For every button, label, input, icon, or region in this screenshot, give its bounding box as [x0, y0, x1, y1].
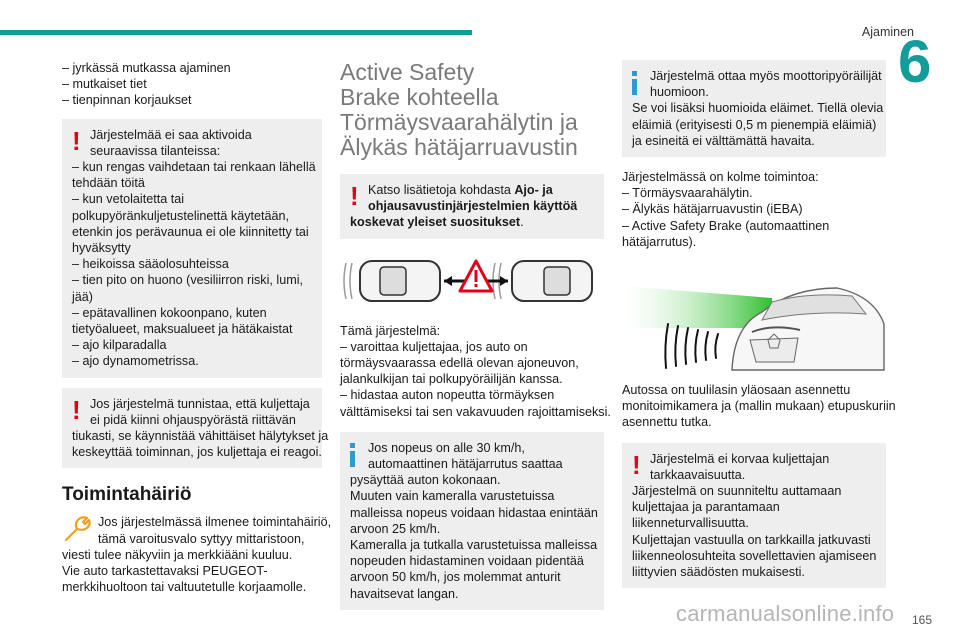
paragraph-line: Vie auto tarkastettavaksi PEUGEOT-: [62, 564, 268, 579]
warning-text: tarkkaavaisuutta.: [650, 467, 746, 482]
warning-text: Jos järjestelmä tunnistaa, että kuljettaja: [90, 396, 310, 411]
cross-reference: ohjausavustinjärjestelmien käyttöä: [368, 199, 578, 214]
page-title: [340, 60, 604, 160]
warning-icon: !: [632, 449, 641, 480]
warning-text: – epätavallinen kokoonpano, kuten: [72, 305, 267, 320]
warning-text: – tien pito on huono (vesiliirron riski, lumi,: [72, 273, 303, 288]
info-icon: [632, 71, 638, 95]
info-text: Jos nopeus on alle 30 km/h,: [368, 440, 525, 455]
camera-paragraph: [622, 382, 896, 431]
paragraph-line: tämä varoitusvalo syttyy mittaristoon,: [98, 531, 305, 546]
cross-reference: Ajo- ja: [514, 183, 553, 197]
list-item: – jyrkässä mutkassa ajaminen: [62, 61, 231, 75]
page-number: 165: [911, 613, 932, 627]
title-line: Brake kohteella: [340, 84, 499, 110]
info-text: ja esineitä ei välttämättä havaita.: [632, 133, 815, 148]
fault-paragraph: [62, 514, 332, 595]
paragraph-line: törmäysvaarassa edellä olevan ajoneuvon,: [340, 356, 579, 371]
info-icon: [350, 443, 356, 467]
warning-text: ei pidä kiinni ohjauspyörästä riittävän: [90, 412, 296, 427]
warning-text: kuljettajaa ja parantamaan: [632, 500, 780, 515]
warning-text: liikenneturvallisuutta.: [632, 516, 749, 531]
warning-text: liittyvien säädösten mukaisesti.: [632, 565, 805, 580]
column-middle: [340, 59, 611, 610]
info-box: [622, 60, 886, 157]
paragraph-line: merkkihuoltoon tai valtuutetulle korjaamolle.: [62, 580, 307, 595]
paragraph-line: asennettu tutka.: [622, 415, 712, 430]
warning-text: – heikoissa sääolosuhteissa: [72, 257, 229, 272]
warning-text: tiukasti, se käynnistää vähittäiset hälytykset ja: [72, 429, 329, 444]
warning-icon: !: [72, 125, 81, 156]
warning-box: [62, 388, 329, 469]
paragraph-line: monitoimikamera ja (mallin mukaan) etupuskuriin: [622, 399, 896, 414]
list-conditions: [62, 60, 322, 109]
paragraph-line: Autossa on tuulilasin yläosaan asennettu: [622, 383, 851, 398]
paragraph-line: – hidastaa auton nopeutta törmäyksen: [340, 388, 555, 403]
info-text: Kameralla ja tutkalla varustetuissa malleissa: [350, 538, 598, 553]
top-accent-bar: [0, 30, 472, 35]
section-title: Ajaminen: [861, 25, 914, 39]
info-text: huomioon.: [650, 85, 709, 100]
info-text: arvoon 50 km/h, jos molemmat anturit: [350, 570, 561, 585]
warning-text: Järjestelmä ei korvaa kuljettajan: [650, 451, 830, 466]
title-line: Älykäs hätäjarruavustin: [340, 134, 578, 160]
info-text: pysäyttää auton kokonaan.: [350, 473, 501, 488]
warning-text: polkupyöränkuljetustelinettä käytetään,: [72, 208, 290, 223]
warning-text: Katso lisätietoja kohdasta: [368, 183, 515, 197]
info-text: Järjestelmä ottaa myös moottoripyöräilijät: [650, 69, 882, 83]
list-item: – tienpinnan korjaukset: [62, 93, 192, 108]
wrench-icon: [62, 514, 92, 544]
warning-text: seuraavissa tilanteissa:: [90, 143, 221, 158]
info-text: Muuten vain kameralla varustetuissa: [350, 489, 555, 504]
cross-reference: koskevat yleiset suositukset: [350, 215, 521, 230]
column-right: [622, 60, 896, 588]
info-text: eläimiä (erityisesti 0,5 m pienempiä eläimiä): [632, 117, 877, 132]
warning-text: keskeyttää toiminnan, jos kuljettaja ei reagoi.: [72, 445, 322, 460]
warning-text: – kun vetolaitetta tai: [72, 192, 185, 207]
warning-box: [62, 119, 322, 378]
list-item: – Törmäysvaarahälytin.: [622, 186, 753, 201]
info-text: nopeuden hidastaminen voidaan pidentää: [350, 554, 584, 569]
warning-text: hyväksytty: [72, 241, 131, 256]
collision-warning-illustration: [340, 251, 604, 311]
warning-text: jää): [72, 289, 93, 304]
info-box: [340, 432, 604, 610]
warning-text: Järjestelmä on suunniteltu auttamaan: [632, 484, 842, 499]
list-item: – mutkaiset tiet: [62, 77, 147, 92]
watermark: carmanualsonline.info: [676, 601, 895, 626]
warning-text: liikenneolosuhteita sovellettavien ajamiseen: [632, 548, 877, 563]
warning-icon: !: [72, 394, 81, 425]
car-front-sensor-diagram: [622, 266, 886, 374]
warning-text: Kuljettajan vastuulla on tarkkailla jatkuvasti: [632, 532, 871, 547]
functions-list: [622, 169, 886, 250]
paragraph-line: – varoittaa kuljettajaa, jos auto on: [340, 339, 528, 354]
info-text: malleissa nopeus voidaan hidastaa enintään: [350, 505, 598, 520]
info-text: havaitsevat langan.: [350, 586, 459, 601]
list-item: – Älykäs hätäjarruavustin (iEBA): [622, 202, 803, 217]
paragraph-line: Tämä järjestelmä:: [340, 323, 441, 338]
title-line: Törmäysvaarahälytin ja: [340, 109, 578, 135]
warning-box: [340, 174, 604, 239]
title-line: Active Safety: [340, 59, 475, 85]
car-sensor-illustration: [622, 266, 886, 374]
list-item: Järjestelmässä on kolme toimintoa:: [622, 170, 819, 185]
warning-text: – ajo kilparadalla: [72, 338, 167, 353]
warning-text: – ajo dynamometrissa.: [72, 354, 199, 369]
paragraph-line: jalankulkijan tai polkupyöräilijän kanssa.: [340, 372, 563, 387]
info-text: Se voi lisäksi huomioida eläimet. Tiellä olevia: [632, 101, 884, 116]
paragraph-line: välttämiseksi tai sen vakavuuden rajoittamiseksi.: [340, 404, 611, 419]
list-item: – Active Safety Brake (automaattinen: [622, 218, 830, 233]
warning-text: Järjestelmää ei saa aktivoida: [90, 127, 252, 142]
paragraph-line: Jos järjestelmässä ilmenee toimintahäiriö,: [98, 515, 332, 530]
warning-text: – kun rengas vaihdetaan tai renkaan lähellä: [72, 160, 316, 175]
chapter-number: 6: [898, 28, 932, 95]
warning-text: tehdään töitä: [72, 176, 145, 191]
warning-text: tietyöalueet, maksualueet ja hätäkaistat: [72, 322, 293, 337]
collision-diagram: [340, 251, 604, 311]
info-text: automaattinen hätäjarrutus saattaa: [368, 457, 563, 472]
list-item: hätäjarrutus).: [622, 234, 697, 249]
warning-text: etenkin jos perävaunua ei ole kiinnitetty tai: [72, 224, 309, 239]
warning-box: [622, 443, 886, 589]
warning-text: .: [520, 215, 524, 230]
paragraph-line: viesti tulee näkyviin ja merkkiääni kuuluu.: [62, 547, 293, 562]
intro-paragraph: [340, 323, 611, 420]
section-heading: Toimintahäiriö: [62, 484, 192, 506]
column-left: [62, 60, 332, 595]
warning-icon: !: [350, 181, 359, 211]
info-text: arvoon 25 km/h.: [350, 521, 441, 536]
